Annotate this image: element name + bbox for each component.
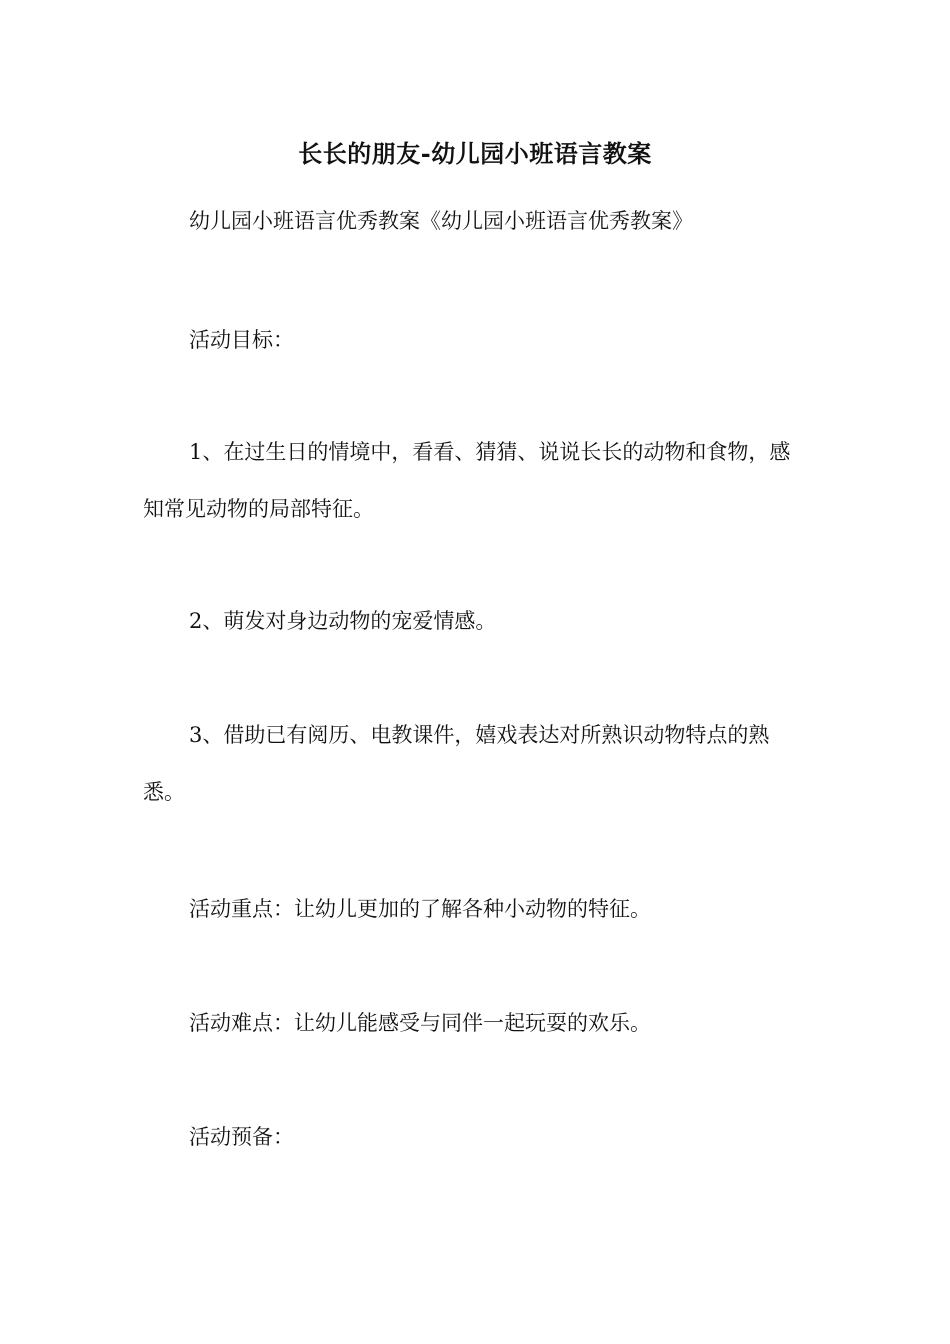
document-title: 长长的朋友-幼儿园小班语言教案 (298, 139, 652, 168)
paragraph-goal-2: 2、萌发对身边动物的宠爱情感。 (189, 609, 497, 633)
paragraph-goal-3: 3、借助已有阅历、电教课件，嬉戏表达对所熟识动物特点的熟悉。 (143, 723, 770, 804)
paragraph-preparation-heading: 活动预备： (189, 1125, 294, 1149)
paragraph-activity-goals-heading: 活动目标： (189, 328, 294, 352)
paragraph-difficulty: 活动难点：让幼儿能感受与同伴一起玩耍的欢乐。 (189, 1011, 651, 1035)
paragraph-goal-1: 1、在过生日的情境中，看看、猜猜、说说长长的动物和食物，感知常见动物的局部特征。 (143, 440, 791, 521)
paragraph-subtitle: 幼儿园小班语言优秀教案《幼儿园小班语言优秀教案》 (189, 209, 693, 233)
paragraph-key-point: 活动重点：让幼儿更加的了解各种小动物的特征。 (189, 897, 651, 921)
